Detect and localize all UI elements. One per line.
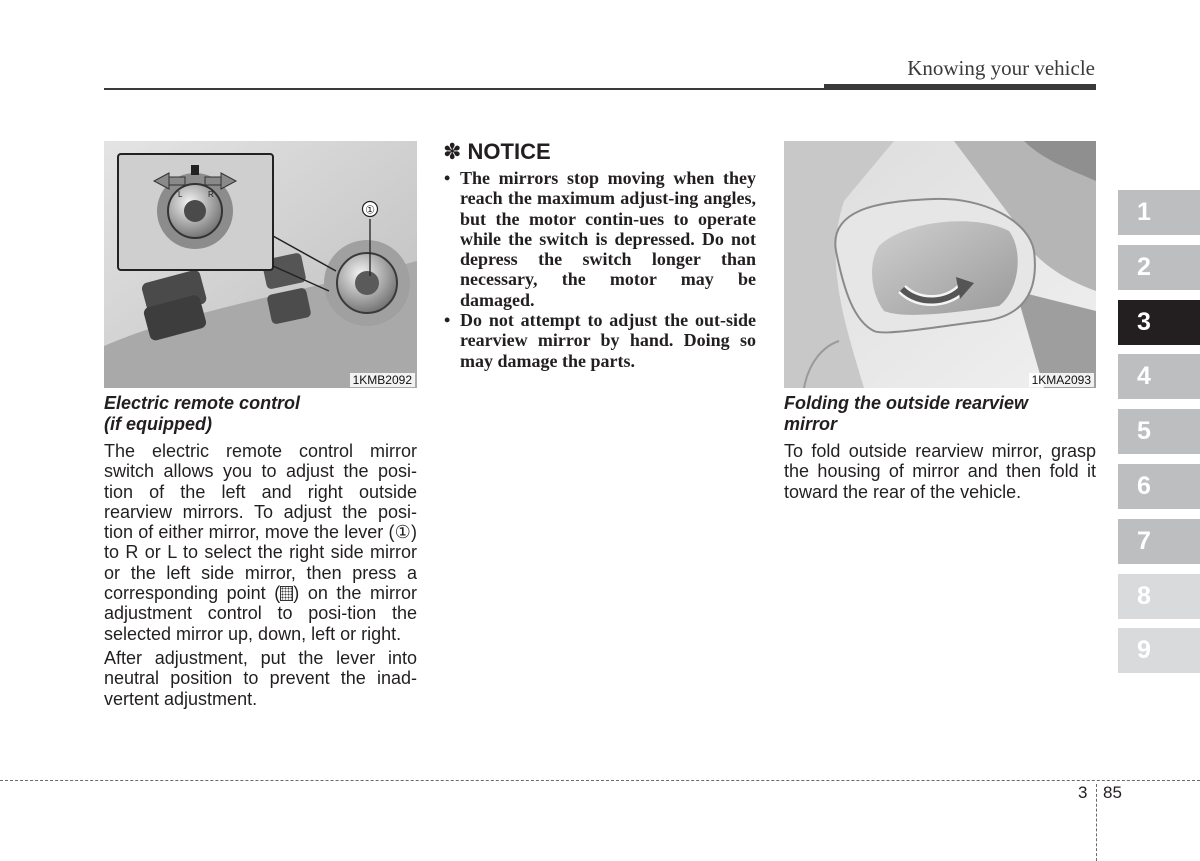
lever-callout-number: ① (365, 204, 375, 217)
notice-list (443, 168, 756, 371)
paragraph-text: ) on the mirror adjustment control to posi-tion the selected mirror up, down, left or right. (104, 583, 417, 644)
section-header-title: Knowing your vehicle (907, 56, 1095, 80)
subtitle-line: Folding the outside rearview (784, 393, 1029, 413)
chapter-tab-4[interactable]: 4 (1118, 354, 1200, 399)
mirror-switch-illustration (104, 141, 417, 388)
pattern-point-icon (280, 586, 293, 601)
header-divider (104, 88, 824, 90)
footer-divider (0, 780, 1200, 781)
chapter-tabs (1118, 190, 1200, 683)
chapter-tab-3[interactable]: 3 (1118, 300, 1200, 345)
switch-letter-left: L (178, 190, 183, 199)
bullet-icon: • (444, 168, 451, 188)
left-body-text (104, 441, 417, 713)
chapter-tab-8[interactable]: 8 (1118, 574, 1200, 619)
folding-mirror-figure (784, 141, 1096, 388)
notice-item (443, 310, 756, 371)
figure-code: 1KMB2092 (350, 373, 415, 387)
notice-item (443, 168, 756, 310)
chapter-tab-2[interactable]: 2 (1118, 245, 1200, 290)
section-subtitle (104, 393, 424, 435)
chapter-tab-5[interactable]: 5 (1118, 409, 1200, 454)
subtitle-line: mirror (784, 414, 838, 434)
figure-code: 1KMA2093 (1029, 373, 1094, 387)
paragraph-text: The electric remote control mirror switch allows you to adjust the posi-tion of the left and right outside rearview mirrors. To adjust the posi-tion of either mirror, move the lever (①) to R or L to select the right side mirror or the left side mirror, then press a corresponding point ( (104, 441, 417, 604)
switch-letter-right: R (208, 190, 214, 199)
notice-item-text: Do not attempt to adjust the out-side rearview mirror by hand. Doing so may damage the parts. (460, 310, 756, 371)
bullet-icon: • (444, 310, 451, 331)
subtitle-line: Electric remote control (104, 393, 301, 413)
paragraph: To fold outside rearview mirror, grasp the housing of mirror and then fold it toward the rear of the vehicle. (784, 441, 1096, 502)
chapter-tab-6[interactable]: 6 (1118, 464, 1200, 509)
right-body-text (784, 441, 1096, 506)
chapter-tab-9[interactable]: 9 (1118, 628, 1200, 673)
folding-mirror-illustration (784, 141, 1096, 388)
notice-item-text: The mirrors stop moving when they reach the maximum adjust-ing angles, but the motor contin-ues to operate while the switch is depressed. Do not depress the switch longer than necessary, the motor may be damaged. (460, 168, 756, 310)
paragraph: After adjustment, put the lever into neutral position to prevent the inad-vertent adjustment. (104, 647, 417, 709)
header-divider-bold (824, 84, 1096, 90)
footer-page-divider (1096, 784, 1097, 861)
paragraph (104, 441, 417, 644)
page-number: 85 (1103, 783, 1122, 802)
chapter-tab-1[interactable]: 1 (1118, 190, 1200, 235)
section-subtitle (784, 393, 1104, 435)
subtitle-line: (if equipped) (104, 414, 212, 434)
mirror-switch-figure (104, 141, 417, 388)
chapter-tab-7[interactable]: 7 (1118, 519, 1200, 564)
page-chapter-number: 3 (1078, 783, 1088, 802)
notice-title: ✽ NOTICE (443, 139, 551, 164)
